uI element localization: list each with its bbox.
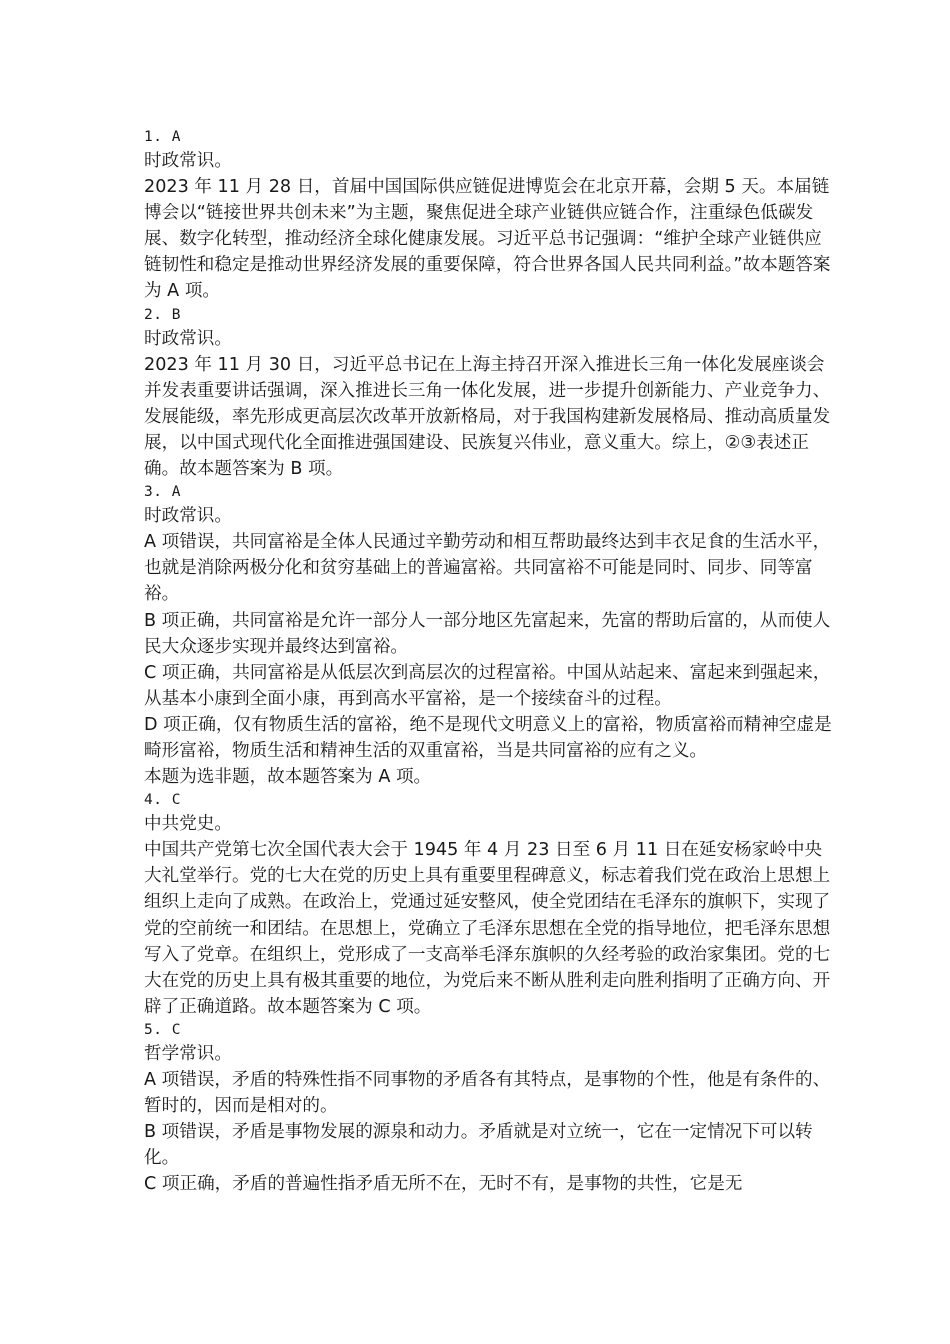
question-number: 2. B (144, 306, 181, 323)
question-category: 时政常识。 (144, 328, 232, 349)
question-number: 4. C (144, 792, 181, 809)
question-number: 5. C (144, 1021, 181, 1038)
explanation-paragraph: C 项正确，共同富裕是从低层次到高层次的过程富裕。中国从站起来、富起来到强起来，从基本小康到全面小康，再到高水平富裕，是一个接续奋斗的过程。 (144, 662, 831, 709)
question-number: 3. A (144, 484, 181, 501)
question-number: 1. A (144, 129, 181, 145)
explanation-paragraph: 2023 年 11 月 28 日，首届中国国际供应链促进博览会在北京开幕，会期 5 天。本届链博会以“链接世界共创未来”为主题，聚焦促进全球产业链供应链合作，注重绿色低碳发展、数字化转型，推动经济全球化健康发展。习近平总书记强调：“维护全球产业链供应链韧性和稳定是推动世界经济发展的重要保障，符合世界各国人民共同利益。”故本题答案为 A 项。 (144, 177, 831, 302)
explanation-paragraph: B 项错误，矛盾是事物发展的源泉和动力。矛盾就是对立统一，它在一定情况下可以转化。 (144, 1122, 813, 1169)
question-category: 中共党史。 (144, 814, 232, 835)
answer-item-4 (144, 790, 834, 1020)
explanation-paragraph: 2023 年 11 月 30 日，习近平总书记在上海主持召开深入推进长三角一体化发展座谈会并发表重要讲话强调，深入推进长三角一体化发展，进一步提升创新能力、产业竞争力、发展能级，率先形成更高层次改革开放新格局，对于我国构建新发展格局、推动高质量发展，以中国式现代化全面推进强国建设、民族复兴伟业，意义重大。综上，②③表述正确。故本题答案为 B 项。 (144, 354, 831, 480)
question-category: 时政常识。 (144, 151, 232, 171)
explanation-paragraph: C 项正确，矛盾的普遍性指矛盾无所不在，无时不有，是事物的共性，它是无 (144, 1174, 743, 1195)
question-category: 时政常识。 (144, 506, 232, 527)
answer-item-5 (144, 1020, 834, 1198)
explanation-paragraph: A 项错误，共同富裕是全体人民通过辛勤劳动和相互帮助最终达到丰衣足食的生活水平，也就是消除两极分化和贫穷基础上的普遍富裕。共同富裕不可能是同时、同步、同等富裕。 (144, 532, 831, 605)
answer-item-1 (144, 127, 834, 305)
explanation-paragraph: 本题为选非题，故本题答案为 A 项。 (144, 767, 432, 788)
answer-item-3 (144, 482, 834, 790)
question-category: 哲学常识。 (144, 1043, 232, 1064)
explanation-paragraph: A 项错误，矛盾的特殊性指不同事物的矛盾各有其特点，是事物的个性，他是有条件的、暂时的，因而是相对的。 (144, 1070, 831, 1117)
answer-item-2 (144, 305, 834, 483)
explanation-paragraph: D 项正确，仅有物质生活的富裕，绝不是现代文明意义上的富裕，物质富裕而精神空虚是畸形富裕，物质生活和精神生活的双重富裕，当是共同富裕的应有之义。 (144, 714, 832, 761)
answer-document (144, 127, 834, 1197)
explanation-paragraph: B 项正确，共同富裕是允许一部分人一部分地区先富起来，先富的帮助后富的，从而使人民大众逐步实现并最终达到富裕。 (144, 610, 831, 657)
explanation-paragraph: 中国共产党第七次全国代表大会于 1945 年 4 月 23 日至 6 月 11 日在延安杨家岭中央大礼堂举行。党的七大在党的历史上具有重要里程碑意义，标志着我们党在政治上思想上组织上走向了成熟。在政治上，党通过延安整风，使全党团结在毛泽东的旗帜下，实现了党的空前统一和团结。在思想上，党确立了毛泽东思想在全党的指导地位，把毛泽东思想写入了党章。在组织上，党形成了一支高举毛泽东旗帜的久经考验的政治家集团。党的七大在党的历史上具有极其重要的地位，为党后来不断从胜利走向胜利指明了正确方向、开辟了正确道路。故本题答案为 C 项。 (144, 840, 831, 1017)
